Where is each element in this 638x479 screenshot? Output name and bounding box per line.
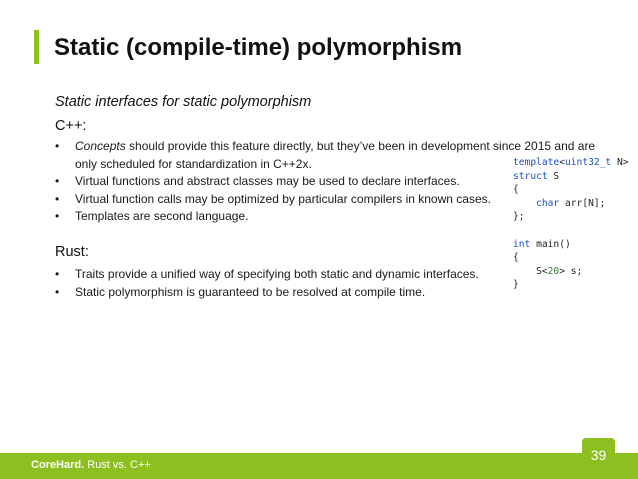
bullet-glyph: • bbox=[55, 174, 60, 188]
cpp-heading: C++: bbox=[55, 118, 87, 134]
bullet-text: should provide this feature directly, but they’ve been in development since 2015 and are only scheduled for standardization in C++2x. bbox=[75, 139, 596, 171]
code-line: char arr[N]; bbox=[536, 197, 606, 209]
code-line: int main() bbox=[513, 238, 571, 250]
bullet-text: Templates are second language. bbox=[75, 209, 249, 223]
bullet-glyph: • bbox=[55, 284, 60, 299]
slide-title: Static (compile-time) polymorphism bbox=[54, 34, 463, 61]
bullet-glyph: • bbox=[55, 139, 60, 153]
bullet-text: Virtual functions and abstract classes may be used to declare interfaces. bbox=[75, 174, 460, 188]
bullet-glyph: • bbox=[55, 267, 60, 281]
rust-heading: Rust: bbox=[55, 244, 89, 260]
page-number-badge: 39 bbox=[582, 438, 615, 472]
bullet-glyph: • bbox=[55, 209, 60, 223]
footer-bar bbox=[0, 453, 638, 479]
code-line: } bbox=[513, 279, 519, 291]
code-line: { bbox=[513, 252, 519, 264]
bullet-glyph: • bbox=[55, 191, 60, 206]
code-line bbox=[513, 224, 629, 238]
slide-subtitle: Static interfaces for static polymorphism bbox=[55, 94, 312, 110]
code-snippet bbox=[513, 156, 629, 292]
bullet-text: Traits provide a unified way of specifying both static and dynamic interfaces. bbox=[75, 267, 479, 281]
code-line: struct S bbox=[513, 170, 560, 182]
bullet-text: Virtual function calls may be optimized by particular compilers in known cases. bbox=[75, 191, 491, 206]
code-line: S<20> s; bbox=[513, 265, 583, 277]
title-accent-bar bbox=[34, 30, 39, 64]
footer-title: Rust vs. C++ bbox=[84, 459, 151, 471]
code-line: }; bbox=[513, 211, 525, 223]
footer-brand: CoreHard. bbox=[31, 459, 85, 471]
code-line: { bbox=[513, 184, 519, 196]
footer-text bbox=[31, 459, 151, 471]
bullet-text: Static polymorphism is guaranteed to be resolved at compile time. bbox=[75, 284, 426, 299]
code-line: template<uint32_t N> bbox=[513, 157, 629, 168]
bullet-italic: Concepts bbox=[75, 139, 126, 153]
